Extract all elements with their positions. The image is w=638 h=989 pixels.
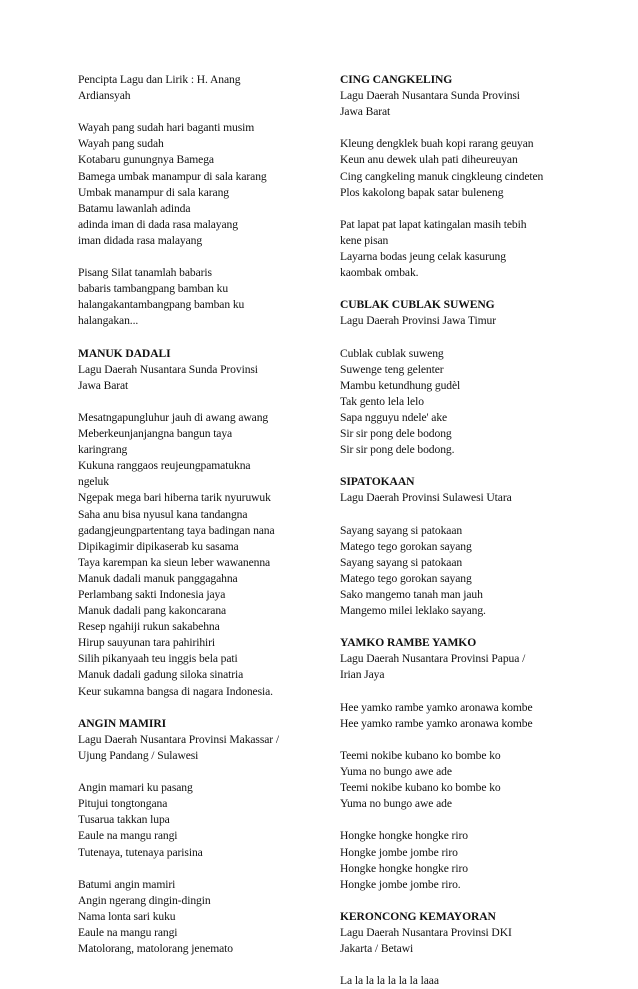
lyric-line: Teemi nokibe kubano ko bombe ko: [340, 781, 501, 795]
lyric-line: Keun anu dewek ulah pati diheureuyan: [340, 153, 518, 167]
song-origin: Jawa Barat: [78, 378, 129, 392]
lyric-line: Sayang sayang si patokaan: [340, 555, 463, 569]
song-yamko-rambe-yamko: [340, 635, 602, 893]
lyric-line: Matego tego gorokan sayang: [340, 571, 472, 585]
song-origin: Lagu Daerah Nusantara Provinsi Papua /: [340, 652, 526, 666]
lyric-line: Sayang sayang si patokaan: [340, 523, 463, 537]
lyric-line: gadangjeungpartentang taya badingan nana: [78, 523, 275, 537]
lyric-line: Pisang Silat tanamlah babaris: [78, 266, 212, 280]
lyric-line: adinda iman di dada rasa malayang: [78, 217, 238, 231]
song-title: YAMKO RAMBE YAMKO: [340, 636, 477, 650]
lyric-line: Matolorang, matolorang jenemato: [78, 942, 233, 956]
lyric-line: Manuk dadali manuk panggagahna: [78, 571, 238, 585]
lyric-line: Matego tego gorokan sayang: [340, 539, 472, 553]
lyric-line: iman didada rasa malayang: [78, 233, 203, 247]
lyric-line: Kotabaru gunungnya Bamega: [78, 153, 214, 167]
lyric-line: Plos kakolong bapak satar buleneng: [340, 185, 504, 199]
lyric-line: Kleung dengklek buah kopi rarang geuyan: [340, 137, 534, 151]
song-origin: Jawa Barat: [340, 105, 391, 119]
lyric-line: Mesatngapungluhur jauh di awang awang: [78, 410, 269, 424]
lyric-line: Taya karempan ka sieun leber wawanenna: [78, 555, 271, 569]
song-origin: Lagu Daerah Nusantara Provinsi Makassar /: [78, 732, 279, 746]
lyric-line: Angin ngerang dingin-dingin: [78, 893, 211, 907]
lyric-line: Mambu ketundhung gudèl: [340, 378, 461, 392]
song-origin: Lagu Daerah Nusantara Sunda Provinsi: [78, 362, 258, 376]
lyric-line: Layarna bodas jeung celak kasurung: [340, 250, 506, 264]
lyric-line: ngeluk: [78, 475, 109, 489]
lyric-line: Dipikagimir dipikaserab ku sasama: [78, 539, 239, 553]
lyric-line: Sako mangemo tanah man jauh: [340, 588, 483, 601]
lyric-line: halangakantambangpang bamban ku: [78, 298, 245, 312]
lyric-line: Bamega umbak manampur di sala karang: [78, 169, 267, 183]
song-manuk-dadali: [78, 346, 323, 700]
lyric-line: Batumi angin mamiri: [78, 877, 176, 891]
lyric-line: Teemi nokibe kubano ko bombe ko: [340, 748, 501, 762]
song-cublak-cublak-suweng: [340, 297, 602, 458]
lyric-line: Umbak manampur di sala karang: [78, 185, 229, 199]
lyric-line: Tak gento lela lelo: [340, 394, 424, 408]
lyric-line: Sapa ngguyu ndele' ake: [340, 410, 448, 424]
song-origin: Jakarta / Betawi: [340, 942, 414, 956]
song-title: CING CANGKELING: [340, 73, 453, 86]
song-sipatokaan: [340, 474, 602, 619]
song-title: CUBLAK CUBLAK SUWENG: [340, 298, 495, 312]
song-keroncong-kemayoran: [340, 909, 602, 989]
lyric-line: Cublak cublak suweng: [340, 346, 444, 360]
lyric-line: Yuma no bungo awe ade: [340, 765, 452, 779]
lyric-line: karingrang: [78, 443, 128, 457]
lyric-line: Wayah pang sudah: [78, 137, 164, 151]
lyric-line: Perlambang sakti Indonesia jaya: [78, 588, 226, 601]
lyric-line: Nama lonta sari kuku: [78, 909, 176, 923]
song-origin: Irian Jaya: [340, 668, 385, 682]
lyric-line: halangakan...: [78, 314, 139, 328]
song-angin-mamiri: [78, 716, 323, 957]
song-title: ANGIN MAMIRI: [78, 716, 167, 730]
lyric-line: Ngepak mega bari hiberna tarik nyuruwuk: [78, 491, 271, 505]
lyric-line: Hirup sauyunan tara pahirihiri: [78, 636, 216, 650]
lyric-line: Eaule na mangu rangi: [78, 829, 178, 843]
lyric-line: Silih pikanyaah teu inggis bela pati: [78, 652, 238, 666]
song-origin: Lagu Daerah Nusantara Provinsi DKI: [340, 925, 512, 939]
song-credit: [78, 72, 323, 104]
lyric-line: babaris tambangpang bamban ku: [78, 282, 229, 296]
lyric-line: Kukuna ranggaos reujeungpamatukna: [78, 459, 251, 473]
lyric-line: Saha anu bisa nyusul kana tandangna: [78, 507, 248, 521]
lyric-line: Yuma no bungo awe ade: [340, 797, 452, 811]
lyric-line: Resep ngahiji rukun sakabehna: [78, 620, 220, 634]
song-title: SIPATOKAAN: [340, 475, 415, 489]
lyric-line: Hee yamko rambe yamko aronawa kombe: [340, 716, 533, 730]
song-title: MANUK DADALI: [78, 346, 171, 360]
lyric-line: Hongke jombe jombe riro: [340, 845, 458, 859]
right-column: [340, 72, 602, 989]
lyric-line: Hongke hongke hongke riro: [340, 829, 468, 843]
lyric-line: Angin mamari ku pasang: [78, 781, 193, 795]
lyric-line: Tusarua takkan lupa: [78, 813, 170, 827]
lyric-line: Cing cangkeling manuk cingkleung cindeten: [340, 169, 544, 183]
lyric-line: Wayah pang sudah hari baganti musim: [78, 121, 255, 135]
song-origin: Lagu Daerah Provinsi Sulawesi Utara: [340, 491, 512, 505]
lyric-line: Keur sukamna bangsa di nagara Indonesia.: [78, 684, 273, 698]
lyric-line: Manuk dadali gadung siloka sinatria: [78, 668, 244, 682]
lyric-line: Sir sir pong dele bodong.: [340, 443, 455, 457]
song-origin: Lagu Daerah Nusantara Sunda Provinsi: [340, 89, 520, 103]
lyric-line: La la la la la la la laaa: [340, 974, 439, 988]
credit-line: Pencipta Lagu dan Lirik : H. Anang: [78, 73, 241, 86]
lyric-line: Mangemo milei leklako sayang.: [340, 604, 486, 618]
lyric-line: Sir sir pong dele bodong: [340, 427, 452, 441]
lyric-line: Hongke hongke hongke riro: [340, 861, 468, 875]
song-origin: Lagu Daerah Provinsi Jawa Timur: [340, 314, 496, 328]
lyric-line: Hongke jombe jombe riro.: [340, 877, 461, 891]
lyric-line: kaombak ombak.: [340, 266, 419, 280]
left-column: [78, 72, 323, 957]
lyric-line: Eaule na mangu rangi: [78, 925, 178, 939]
song-cing-cangkeling: [340, 72, 602, 281]
song-title: KERONCONG KEMAYORAN: [340, 909, 496, 923]
lyric-line: Tutenaya, tutenaya parisina: [78, 845, 203, 859]
lyric-line: Hee yamko rambe yamko aronawa kombe: [340, 700, 533, 714]
credit-line: Ardiansyah: [78, 89, 131, 103]
lyric-line: kene pisan: [340, 233, 389, 247]
song-origin: Ujung Pandang / Sulawesi: [78, 748, 199, 762]
wayah-stanza-2: [78, 265, 323, 329]
lyric-line: Meberkeunjanjangna bangun taya: [78, 427, 233, 441]
lyric-line: Suwenge teng gelenter: [340, 362, 444, 376]
lyric-line: Manuk dadali pang kakoncarana: [78, 604, 227, 618]
lyric-line: Pat lapat pat lapat katingalan masih tebih: [340, 217, 527, 231]
lyric-line: Pitujui tongtongana: [78, 797, 168, 811]
wayah-stanza-1: [78, 120, 323, 249]
lyric-line: Batamu lawanlah adinda: [78, 201, 191, 215]
